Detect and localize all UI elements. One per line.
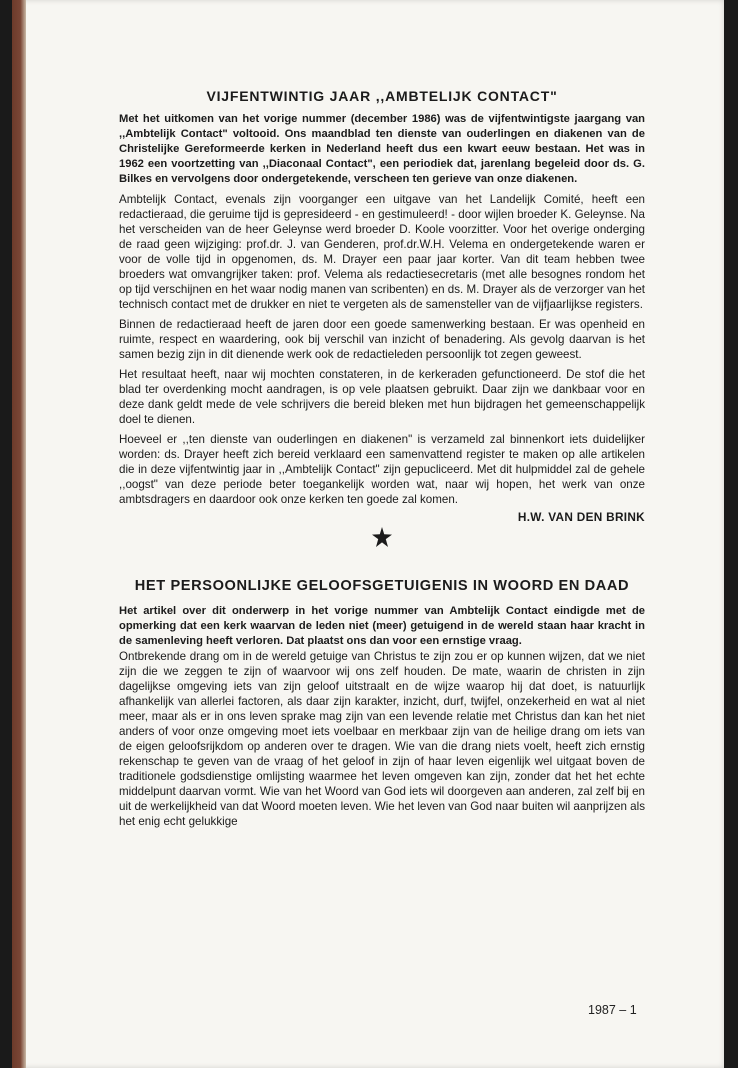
article-lead-anniversary: Met het uitkomen van het vorige nummer (december 1986) was de vijfentwintigste jaargang van ,,Ambtelijk Contact" voltooid. Ons maandblad ten dienste van ouderlingen en diakenen van de Christelijke Gereformeerde kerken in Nederland heeft dus een kwart eeuw bestaan. Het was in 1962 een voortzetting van ,,Diaconaal Contact", een periodiek dat, jarenlang begeleid door ds. G. Bilkes en vervolgens door ondergetekende, verscheen ten gerieve van onze diakenen. — [119, 113, 645, 185]
page-binding-edge — [12, 0, 26, 1068]
author-signature: H.W. VAN DEN BRINK — [517, 510, 645, 524]
paragraph-editorial-board: Ambtelijk Contact, evenals zijn voorganger een uitgave van het Landelijk Comité, heeft een redactieraad, die geruime tijd is gepresideerd - en gestimuleerd! - door wijlen broeder K. Geleynse. Na het verscheiden van de heer Geleynse werd broeder D. Koole voorzitter. Voor het overige onderging de raad geen wijziging: prof.dr. J. van Genderen, prof.dr.W.H. Velema en ondergetekende waren er voor de volle tijd in opgenomen, ds. M. Drayer een paar jaar korter. Van dit team hebben twee broeders wat omvangrijker taken: prof. Velema als redactiesecretaris (met alle besognes rondom het op tijd verschijnen en het waar nodig manen van scribenten) en ds. M. Drayer als de verzorger van het technisch contact met de drukker en niet te vergeten als de samensteller van de vijfjaarlijkse registers. — [119, 193, 645, 311]
paragraph-result: Het resultaat heeft, naar wij mochten constateren, in de kerkeraden gefunctioneerd. De stof die het blad ter overdenking mocht aandragen, is op vele plaatsen gebruikt. Daar zijn we dankbaar voor en deze dank geldt mede de vele schrijvers die bereid bleken met hun bijdragen het gemeenschappelijk doel te dienen. — [119, 368, 645, 426]
article-body-testimony: Ontbrekende drang om in de wereld getuige van Christus te zijn zou er op kunnen wijzen, dat we niet zijn die we zeggen te zijn of waarvoor wij ons zelf houden. De mate, waarin de christen in zijn dagelijkse omgeving iets van zijn geloof uitstraalt en de wijze waarop hij dat doet, is natuurlijk afhankelijk van allerlei factoren, als daar zijn karakter, inzicht, durf, twijfel, onzekerheid en wat al niet meer, maar als er in ons leven sprake mag zijn van een levende relatie met Christus dan kan het niet anders of voor onze omgeving moet iets voelbaar en merkbaar zijn van de heilige drang om iets van de eigen geloofsrijkdom op anderen over te dragen. Wie van die drang niets voelt, heeft zich ernstig rekenschap te geven van de vraag of het geloof in zijn of haar leven eigenlijk wel uitgaat boven de traditionele godsdienstige omlijsting waarmee het leven omgeven kan zijn, zonder dat het het echte middelpunt daarvan vormt. Wie van het Woord van God iets wil doorgeven aan anderen, zal zelf bij en uit de werkelijkheid van dat Woord moeten leven. Wie het leven van God naar buiten wil aanprijzen als het enig echt gelukkige — [119, 650, 645, 828]
article-title-anniversary: VIJFENTWINTIG JAAR ,,AMBTELIJK CONTACT" — [206, 88, 558, 104]
article-title-testimony: HET PERSOONLIJKE GELOOFSGETUIGENIS IN WOORD EN DAAD — [134, 578, 630, 594]
star-icon — [371, 526, 393, 548]
star-divider — [119, 526, 645, 550]
page-number: 1987 – 1 — [588, 1003, 637, 1017]
paragraph-register: Hoeveel er ,,ten dienste van ouderlingen en diakenen" is verzameld zal binnenkort iets duidelijker worden: ds. Drayer heeft zich bereid verklaard een samenvattend register te maken op alle artikelen die in deze vijfentwintig jaar in ,,Ambtelijk Contact" zijn gepucliceerd. Met dit hulpmiddel zal de gehele ,,oogst" van deze periode beter toegankelijk worden wat, naar wij hopen, het werk van onze ambtsdragers en daardoor ook onze kerken ten goede zal komen. — [119, 433, 645, 506]
page-content — [119, 88, 645, 829]
article-lead-testimony: Het artikel over dit onderwerp in het vorige nummer van Ambtelijk Contact eindigde met de opmerking dat een kerk waarvan de leden niet (meer) getuigend in de wereld staan haar kracht in de samenleving heeft verloren. Dat plaatst ons dan voor een ernstige vraag. — [119, 605, 645, 647]
paragraph-cooperation: Binnen de redactieraad heeft de jaren door een goede samenwerking bestaan. Er was openheid en ruimte, respect en waardering, ook bij verschil van inzicht of benadering. Als gevolg daarvan is het samen bezig zijn in dit dienende werk ook de redactieleden persoonlijk tot zegen geweest. — [119, 318, 645, 361]
document-page — [12, 0, 724, 1068]
